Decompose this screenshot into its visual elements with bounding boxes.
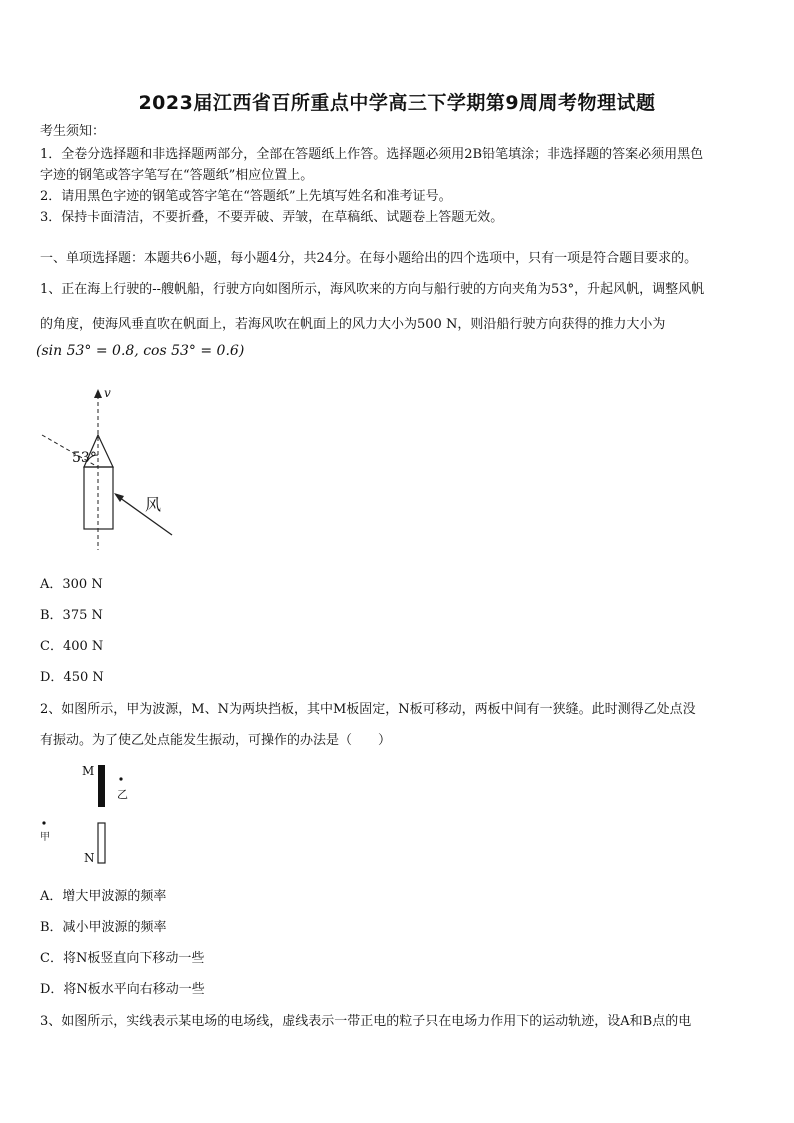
m-plate-label: M (82, 764, 95, 778)
point-label: 乙 (117, 788, 128, 801)
formula: (sin 53° = 0.8, cos 53° = 0.6) (36, 343, 245, 359)
option-c: C．将N板竖直向下移动一些 (40, 951, 205, 966)
wind-label: 风 (145, 495, 162, 514)
question-text: 有振动。为了使乙处点能发生振动，可操作的办法是（ ） (40, 733, 392, 748)
angle-label: 53° (72, 450, 97, 466)
notice-heading: 考生须知： (40, 124, 106, 139)
option-b: B．减小甲波源的频率 (40, 920, 167, 935)
source-label: 甲 (40, 832, 50, 843)
boat-wind-figure (38, 385, 188, 555)
option-c: C．400 N (40, 639, 104, 654)
notice-item: 3．保持卡面清洁，不要折叠，不要弄破、弄皱，在草稿纸、试题卷上答题无效。 (40, 210, 504, 225)
question-text: 2、如图所示，甲为波源，M、N为两块挡板，其中M板固定，N板可移动，两板中间有一狭缝。此时测得乙处点没 (40, 702, 696, 717)
question-text: 1、正在海上行驶的--艘帆船，行驶方向如图所示，海风吹来的方向与船行驶的方向夹角为53°，升起风帆，调整风帆 (40, 282, 705, 297)
notice-item: 2．请用黑色字迹的钢笔或答字笔在“答题纸”上先填写姓名和准考证号。 (40, 189, 452, 204)
option-d: D．450 N (40, 670, 104, 685)
section-heading: 一、单项选择题：本题共6小题，每小题4分，共24分。在每小题给出的四个选项中，只有一项是符合题目要求的。 (40, 251, 698, 266)
question-text: 3、如图所示，实线表示某电场的电场线，虚线表示一带正电的粒子只在电场力作用下的运动轨迹，设A和B点的电 (40, 1014, 692, 1029)
velocity-label: v (104, 386, 111, 400)
n-plate-label: N (84, 851, 95, 865)
option-b: B．375 N (40, 608, 103, 623)
option-d: D．将N板水平向右移动一些 (40, 982, 205, 997)
notice-item: 字迹的钢笔或答字笔写在“答题纸”相应位置上。 (40, 168, 314, 183)
page-title: 2023届江西省百所重点中学高三下学期第9周周考物理试题 (138, 92, 656, 114)
option-a: A．300 N (40, 577, 103, 592)
option-a: A．增大甲波源的频率 (40, 889, 167, 904)
question-text: 的角度，使海风垂直吹在帆面上，若海风吹在帆面上的风力大小为500 N，则沿船行驶方向获得的推力大小为 (40, 317, 666, 332)
notice-item: 1．全卷分选择题和非选择题两部分，全部在答题纸上作答。选择题必须用2B铅笔填涂；非选择题的答案必须用黑色 (40, 147, 704, 162)
